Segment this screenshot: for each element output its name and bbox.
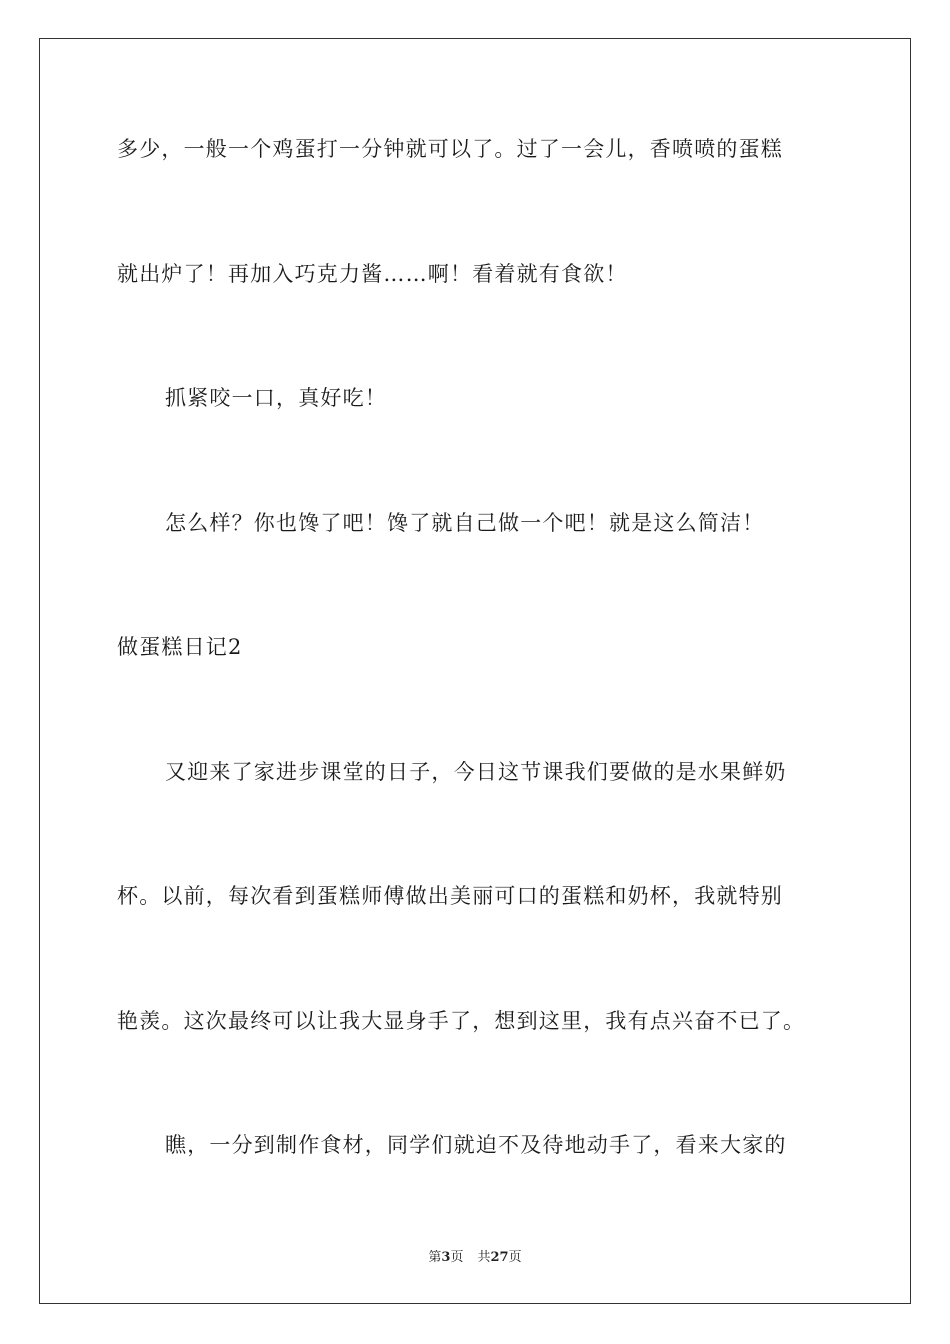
footer-total-suffix: 页 [508,1250,522,1265]
body-text-line-6: 杯。以前，每次看到蛋糕师傅做出美丽可口的蛋糕和奶杯，我就特别 [117,884,783,908]
footer-total-prefix: 共 [477,1250,491,1265]
body-text-line-2: 就出炉了！再加入巧克力酱……啊！看着就有食欲！ [117,262,628,286]
body-text-line-7: 艳羡。这次最终可以让我大显身手了，想到这里，我有点兴奋不已了。 [117,1009,806,1033]
current-page-number: 3 [441,1250,451,1265]
section-heading: 做蛋糕日记2 [117,635,243,659]
footer-prefix: 第 [428,1250,442,1265]
footer-page-suffix: 页 [450,1250,464,1265]
body-text-line-5: 又迎来了家进步课堂的日子，今日这节课我们要做的是水果鲜奶 [165,760,787,784]
body-text-line-4: 怎么样？你也馋了吧！馋了就自己做一个吧！就是这么简洁！ [165,511,765,535]
total-pages-number: 27 [490,1250,509,1265]
body-text-line-3: 抓紧咬一口，真好吃！ [165,386,387,410]
body-text-line-8: 瞧，一分到制作食材，同学们就迫不及待地动手了，看来大家的 [165,1133,787,1157]
body-text-line-1: 多少，一般一个鸡蛋打一分钟就可以了。过了一会儿，香喷喷的蛋糕 [117,137,783,161]
page-footer [0,1249,950,1267]
page-frame [39,38,911,1304]
